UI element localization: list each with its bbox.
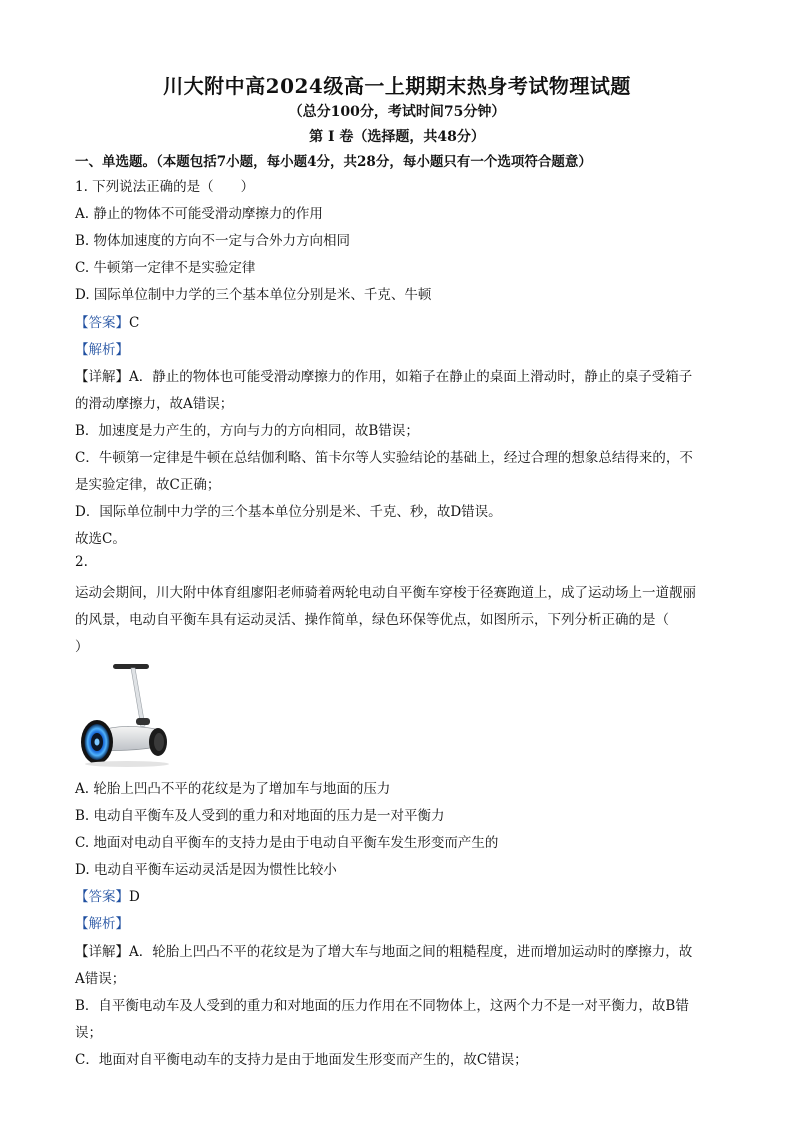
- exam-meta: （总分100分，考试时间75分钟）: [288, 104, 506, 120]
- q2-explanation-line: B．自平衡电动车及人受到的重力和对地面的压力作用在不同物体上，这两个力不是一对平衡力，故B错: [75, 998, 689, 1014]
- q1-answer-value: C: [129, 315, 140, 331]
- q1-detail-tag: 【详解】: [75, 369, 129, 385]
- q2-analysis-tag: 【解析】: [75, 916, 129, 932]
- exam-title: 川大附中高2024级高一上期期末热身考试物理试题: [163, 74, 631, 98]
- self-balancing-scooter-image: [75, 660, 173, 768]
- q1-explanation-line: 是实验定律，故C正确；: [75, 477, 221, 493]
- q2-option-a: A. 轮胎上凹凸不平的花纹是为了增加车与地面的压力: [75, 781, 391, 797]
- q1-option-b: B. 物体加速度的方向不一定与合外力方向相同: [75, 233, 351, 249]
- q1-option-a: A. 静止的物体不可能受滑动摩擦力的作用: [75, 206, 323, 222]
- q1-explanation-text: A．静止的物体也可能受滑动摩擦力的作用，如箱子在静止的桌面上滑动时，静止的桌子受箱子: [129, 369, 693, 385]
- q2-number: 2.: [75, 554, 88, 570]
- q1-explanation-line: [75, 365, 725, 385]
- q2-explanation-line: C．地面对自平衡电动车的支持力是由于地面发生形变而产生的，故C错误；: [75, 1052, 528, 1068]
- q2-answer-value: D: [129, 889, 140, 905]
- section-heading: 第 I 卷（选择题，共48分）: [309, 129, 485, 145]
- q1-explanation-line: D．国际单位制中力学的三个基本单位分别是米、千克、秒，故D错误。: [75, 504, 502, 520]
- q2-stem-line: 运动会期间，川大附中体育组廖阳老师骑着两轮电动自平衡车穿梭于径赛跑道上，成了运动场上一道靓丽: [75, 585, 696, 601]
- q2-explanation-line: 误；: [75, 1025, 102, 1041]
- q1-answer-tag: 【答案】: [75, 315, 129, 331]
- q1-analysis-tag: 【解析】: [75, 342, 129, 358]
- q2-explanation-line: [75, 940, 725, 960]
- q2-detail-tag: 【详解】: [75, 944, 129, 960]
- q2-answer: [75, 885, 725, 905]
- q1-explanation-line: 的滑动摩擦力，故A错误；: [75, 396, 234, 412]
- q2-option-c: C. 地面对电动自平衡车的支持力是由于电动自平衡车发生形变而产生的: [75, 835, 499, 851]
- q1-conclusion: 故选C。: [75, 531, 126, 547]
- part-one-heading: 一、单选题。（本题包括7小题，每小题4分，共28分，每小题只有一个选项符合题意）: [75, 154, 592, 170]
- q2-answer-tag: 【答案】: [75, 889, 129, 905]
- q1-option-c: C. 牛顿第一定律不是实验定律: [75, 260, 256, 276]
- q2-option-d: D. 电动自平衡车运动灵活是因为惯性比较小: [75, 862, 337, 878]
- q1-explanation-line: C．牛顿第一定律是牛顿在总结伽利略、笛卡尔等人实验结论的基础上，经过合理的想象总结得来的，不: [75, 450, 693, 466]
- q1-explanation-line: B．加速度是力产生的，方向与力的方向相同，故B错误；: [75, 423, 419, 439]
- q2-stem-line: 的风景，电动自平衡车具有运动灵活、操作简单，绿色环保等优点，如图所示，下列分析正确的是（: [75, 612, 669, 628]
- q1-stem: 1. 下列说法正确的是（ ）: [75, 179, 255, 195]
- q2-explanation-line: A错误；: [75, 971, 126, 987]
- q2-option-b: B. 电动自平衡车及人受到的重力和对地面的压力是一对平衡力: [75, 808, 445, 824]
- q1-answer: [75, 311, 725, 331]
- q1-option-d: D. 国际单位制中力学的三个基本单位分别是米、千克、牛顿: [75, 287, 432, 303]
- q2-explanation-text: A．轮胎上凹凸不平的花纹是为了增大车与地面之间的粗糙程度，进而增加运动时的摩擦力，故: [129, 944, 693, 960]
- q2-stem-line: ）: [75, 639, 89, 655]
